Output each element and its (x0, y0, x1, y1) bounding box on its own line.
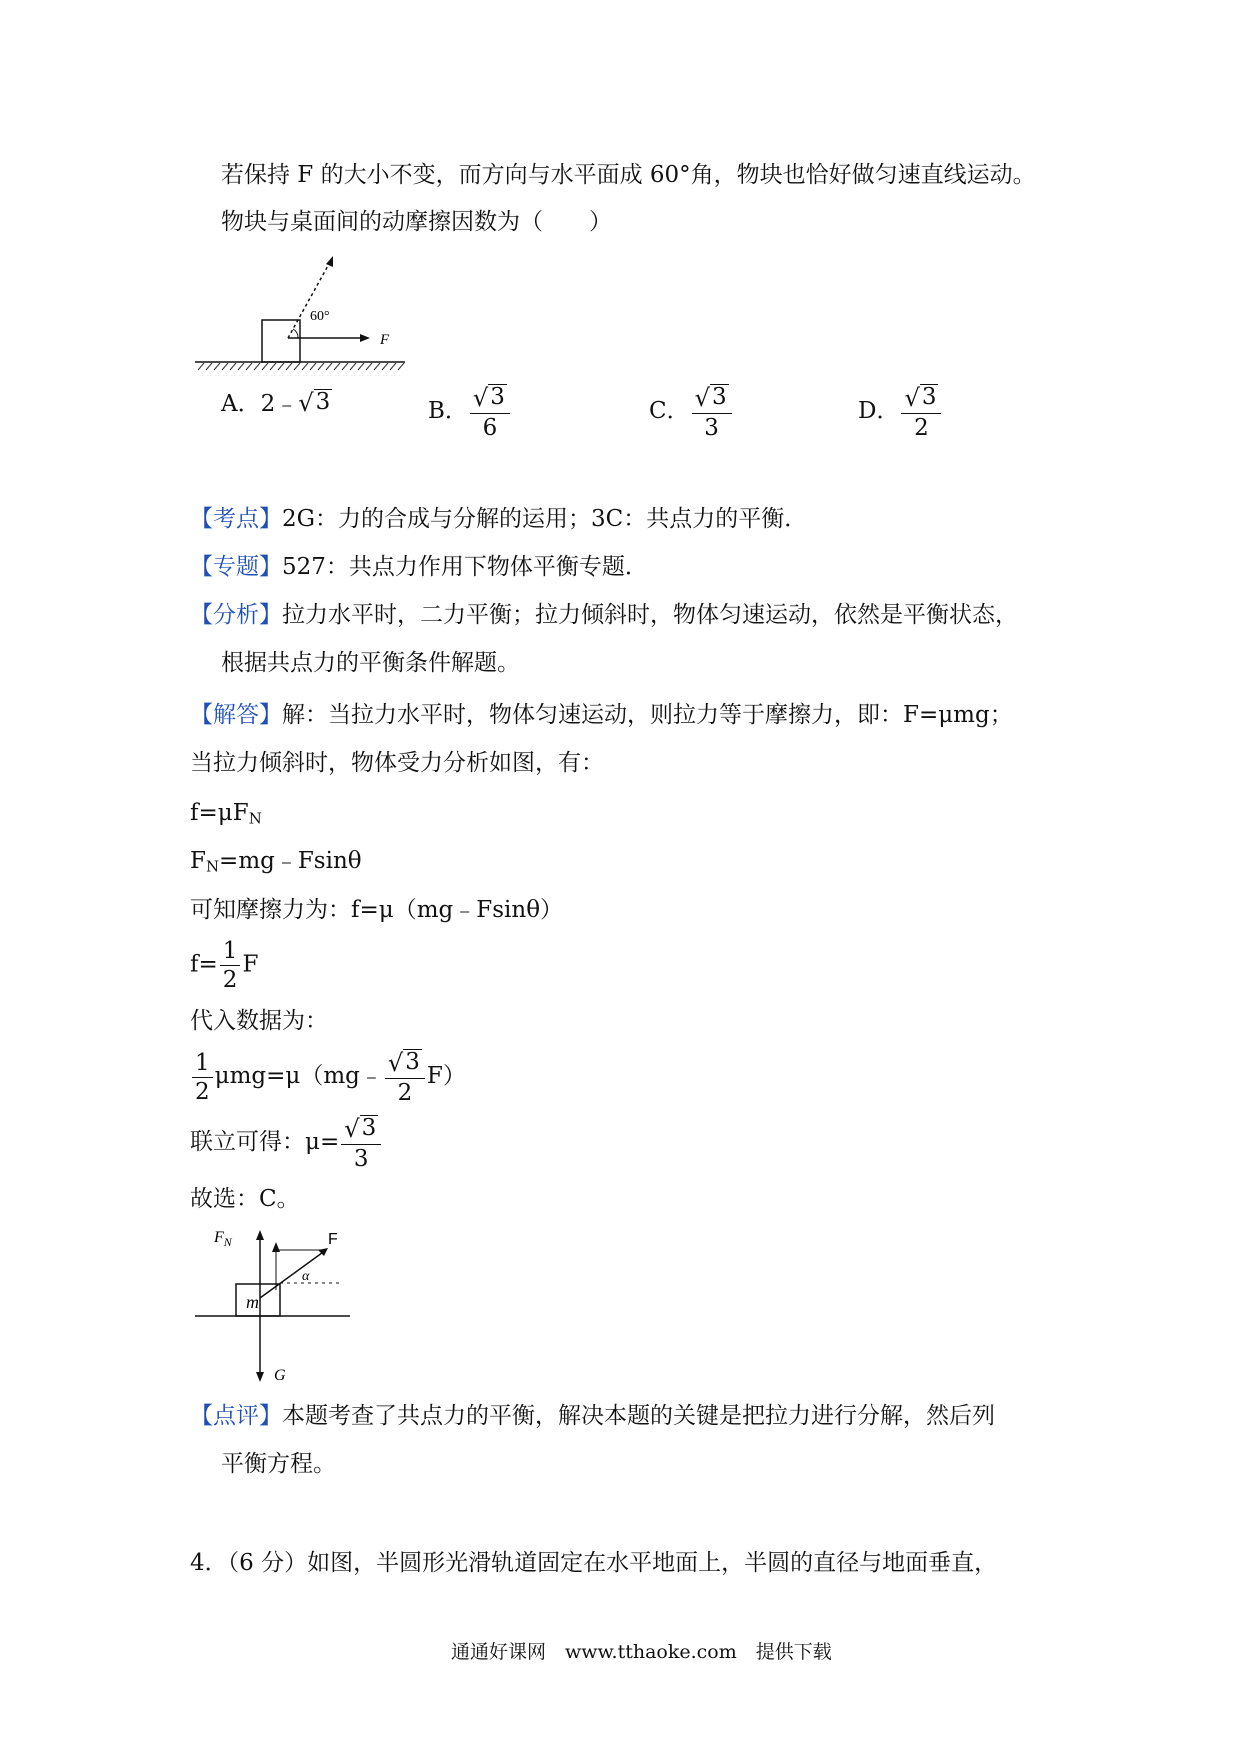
dianping-section: 【点评】本题考查了共点力的平衡，解决本题的关键是把拉力进行分解，然后列 (190, 1403, 995, 1429)
page-footer: 通通好课网 www.tthaoke.com 提供下载 (451, 1641, 832, 1663)
equation-1: $f=\mu F_N$ (190, 800, 262, 828)
jieda-line-2: 当拉力倾斜时，物体受力分析如图，有： (190, 750, 604, 776)
fenxi-tag: 【分析】 (190, 602, 282, 628)
dianping-line-2: 平衡方程。 (221, 1451, 336, 1477)
force-analysis-diagram (190, 1228, 370, 1388)
option-c: C． √ 3 3 (649, 384, 734, 440)
equation-6: $\frac{1}{2}$ μmg=μ（mg﹣ √ 3 2 F） (190, 1049, 466, 1105)
jieda-section: 【解答】解：当拉力水平时，物体匀速运动，则拉力等于摩擦力，即：F=μmg； (190, 702, 1013, 728)
g-label: G (274, 1367, 286, 1384)
block-force-diagram (190, 248, 420, 373)
equation-5: 代入数据为： (190, 1008, 328, 1034)
fenxi-line-2: 根据共点力的平衡条件解题。 (221, 650, 520, 676)
kaodian-tag: 【考点】 (190, 506, 282, 532)
option-d: D． √ 3 2 (858, 384, 943, 440)
question-line-1: 若保持 F 的大小不变，而方向与水平面成 60°角，物块也恰好做匀速直线运动。 (221, 162, 1036, 188)
kaodian-section: 【考点】2G：力的合成与分解的运用；3C：共点力的平衡． (190, 506, 808, 532)
next-question: 4．（6 分）如图，半圆形光滑轨道固定在水平地面上，半圆的直径与地面垂直， (190, 1550, 998, 1576)
zhuanti-section: 【专题】527：共点力作用下物体平衡专题． (190, 554, 648, 580)
zhuanti-tag: 【专题】 (190, 554, 282, 580)
conclusion: 故选：C。 (190, 1186, 300, 1212)
equation-3: 可知摩擦力为：f=μ（mg﹣Fsinθ） (190, 897, 564, 923)
f-label: F (328, 1231, 338, 1248)
option-b: B． √ 3 6 (428, 384, 512, 440)
fn-label: $F_N$ (214, 1229, 232, 1249)
equation-2: $F_N=mg﹣Fsin\theta$ (190, 848, 362, 876)
jieda-tag: 【解答】 (190, 702, 282, 728)
option-a: A．2﹣ √ 3 (221, 389, 331, 418)
force-label: F (380, 332, 390, 348)
mass-label: m (246, 1292, 259, 1312)
equation-4: f= $\frac{1}{2}$ F (190, 938, 259, 994)
dianping-tag: 【点评】 (190, 1403, 282, 1429)
question-line-2: 物块与桌面间的动摩擦因数为（ ） (221, 209, 612, 235)
fenxi-section: 【分析】拉力水平时，二力平衡；拉力倾斜时，物体匀速运动，依然是平衡状态， (190, 602, 1018, 628)
equation-7: 联立可得：μ= √ 3 3 (190, 1115, 383, 1171)
alpha-label: α (302, 1269, 310, 1284)
angle-label: 60° (310, 309, 330, 324)
